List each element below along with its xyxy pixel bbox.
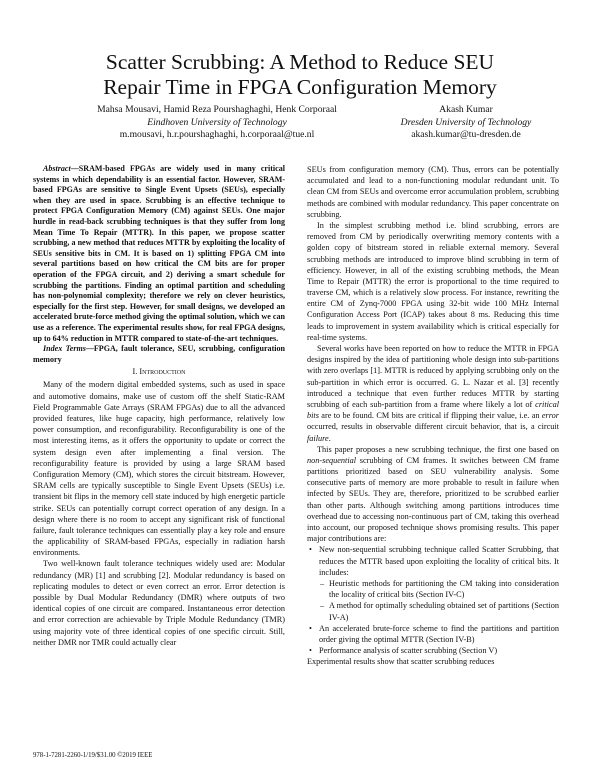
- paper-title: [0, 50, 600, 100]
- index-terms-label: Index Terms: [43, 344, 86, 354]
- index-terms-text: —FPGA, fault tolerance, SEU, scrubbing, configuration memory: [33, 344, 285, 364]
- right-last-line: Experimental results show that scatter scrubbing reduces: [307, 657, 495, 667]
- index-terms: [33, 344, 285, 365]
- author-block-2: [376, 104, 556, 142]
- intro-paragraph-1: Many of the modern digital embedded systems, such as used in space and automotive domains, make use of custom off the shelf Static-RAM Field Programmable Gate Arrays (SRAM FPGAs) due to all the advanced provided features, like huge capacity, high performance, relatively low power consumption, and reconfigurability. Reconfigurability is one of the most interesting items, as it offers the opportunity to update or correct the system design even after implementing a final version. The reconfigurability feature is provided by using a large SRAM based Configuration Memory (CM), which stores the circuit bitstream. However, SRAM cells are typically susceptible to Single Event Upsets (SEUs) i.e. transient bit flips in the memory cell state induced by high energetic particle strike. SEUs can potentially corrupt correct operation of any design. In a design where there is no room to accept any significant risk of functional failure, fault tolerance techniques can essentially play a key role and ensure the applicability of SRAM-based FPGAs, especially in radiation harsh environments.: [33, 380, 285, 558]
- title-line-2: Repair Time in FPGA Configuration Memory: [103, 75, 497, 99]
- abstract-label: Abstract: [43, 164, 71, 173]
- title-line-1: Scatter Scrubbing: A Method to Reduce SEU: [105, 50, 495, 74]
- list-item: • Performance analysis of scatter scrubbing (Section V): [319, 645, 559, 656]
- right-paragraph-2: Several works have been reported on how to reduce the MTTR in FPGA designs inspired by the idea of partitioning whole design into sub-partitions with zero overlaps [1]. MTTR is reduced by applying scrubbing only on the sub-partition in which error is occurred. G. L. Nazar et al. [3] recently introduced a technique that even further reduces MTTR by starting scrubbing of each sub-partition from a frame where likely a lot of critical bits are to be found. CM bits are critical if flipping their value, i.e. an error occurred, results in observable different circuit behavior, that is, a circuit failure.: [307, 344, 559, 443]
- author-email: m.mousavi, h.r.pourshaghaghi, h.corporaal@tue.nl: [119, 129, 315, 140]
- author-names: Akash Kumar: [439, 104, 493, 115]
- list-item: • New non-sequential scrubbing technique called Scatter Scrubbing, that reduces the MTTR based upon exploiting the locality of critical bits. It includes: – Heuristic methods for partitioning the CM taking into consideration the locality of critical bits (Section IV-C) – A method for optimally scheduling obtained set of partitions (Section IV-A): [319, 544, 559, 622]
- list-item: – Heuristic methods for partitioning the CM taking into consideration the locality of critical bits (Section IV-C): [329, 578, 559, 600]
- abstract-text: —SRAM-based FPGAs are widely used in many critical systems in which dependability is an essential factor. However, SRAM-based FPGAs are sensitive to Single Event Upsets (SEUs), especially when they are used in space. Scrubbing is an effective technique to protect FPGA Configuration Memory (CM) against SEUs. One major hurdle in read-back scrubbing techniques is that they suffer from long Mean Time To Repair (MTTR). In this paper, we propose scatter scrubbing, a new method that reduces MTTR by exploiting the locality of SEUs sensitive bits in CM. It is based on 1) splitting FPGA CM into several partitions based on how critical the CM bits are for proper operation of the FPGA circuit, and 2) deriving a smart schedule for scrubbing the partitions. Finding an optimal partition and scheduling has non-polynomial complexity; therefore we rely on clever heuristics, especially for the first step. However, for small designs, we developed an accelerated brute-force method giving the optimal solution, which we can use as a reference. The experimental results show, for real FPGA designs, up to 64% reduction in MTTR compared to state-of-the-art techniques.: [33, 164, 285, 343]
- right-paragraph-0: SEUs from configuration memory (CM). Thus, errors can be potentially accumulated and lead to a non-functioning modular redundant unit. To clean CM from SEUs and overcome error accumulation problem, scrubbing methods are combined with modular redundancy. This paper concentrate on scrubbing.: [307, 165, 559, 219]
- left-column: [33, 164, 285, 648]
- section-heading-introduction: I. Introduction: [132, 367, 186, 377]
- right-paragraph-1: In the simplest scrubbing method i.e. blind scrubbing, errors are removed from CM by periodically overwriting memory contents with a golden copy of bitstream stored in reliable external memory. Several scrubbing methods are introduced to improve blind scrubbing in term of efficiency. However, in all of the existing scrubbing methods, the Mean Time to Repair (MTTR) the error is proportional to the time required to traverse CM, which is a relatively slow process. For instance, rewriting the entire CM of Zynq-7000 FPGA using 32-bit wide 100 MHz Internal Configuration Access Port (ICAP) takes about 8 ms. Reducing this time leads to improvement in system availability which is critical especially for real-time systems.: [307, 220, 559, 342]
- intro-paragraph-2: Two well-known fault tolerance techniques widely used are: Modular redundancy (MR) [1] and scrubbing [2]. Modular redundancy is based on replicating modules to detect or even correct an error. Error detection is possible by Dual Modular Redundancy (DMR) where outputs of two identical copies of one circuit are compared. Instantaneous error detection and error correction are achievable by Triple Module Redundancy (TMR) using majority vote of three identical copies of one specific circuit. Still, neither DMR nor TMR could actually clear: [33, 559, 285, 647]
- author-affiliation: Eindhoven University of Technology: [147, 116, 287, 128]
- list-item: • An accelerated brute-force scheme to find the partitions and partition order giving the optimal MTTR (Section IV-B): [319, 623, 559, 645]
- abstract: [33, 164, 285, 344]
- author-email: akash.kumar@tu-dresden.de: [411, 129, 521, 140]
- copyright-footer: 978-1-7281-2260-1/19/$31.00 ©2019 IEEE: [33, 752, 153, 759]
- author-affiliation: Dresden University of Technology: [400, 116, 532, 128]
- right-paragraph-3: This paper proposes a new scrubbing technique, the first one based on non-sequential scrubbing of CM frames. It switches between CM frame partitions prioritized based on SEU vulnerability analysis. Some consecutive parts of memory are more probable to result in failure when infected by SEUs. They are, therefore, prioritized to be scrubbed earlier than other parts. Although switching among partitions introduces time overhead due to accessing non-continuous part of CM, taking this overhead into account, our proposed technique shows promising results. This paper major contributions are:: [307, 444, 559, 544]
- list-item: – A method for optimally scheduling obtained set of partitions (Section IV-A): [329, 600, 559, 622]
- author-block-1: [60, 104, 374, 142]
- sub-list: [319, 578, 559, 623]
- right-column: [307, 164, 559, 667]
- contributions-list: [307, 544, 559, 656]
- author-names: Mahsa Mousavi, Hamid Reza Pourshaghaghi, Henk Corporaal: [97, 104, 337, 115]
